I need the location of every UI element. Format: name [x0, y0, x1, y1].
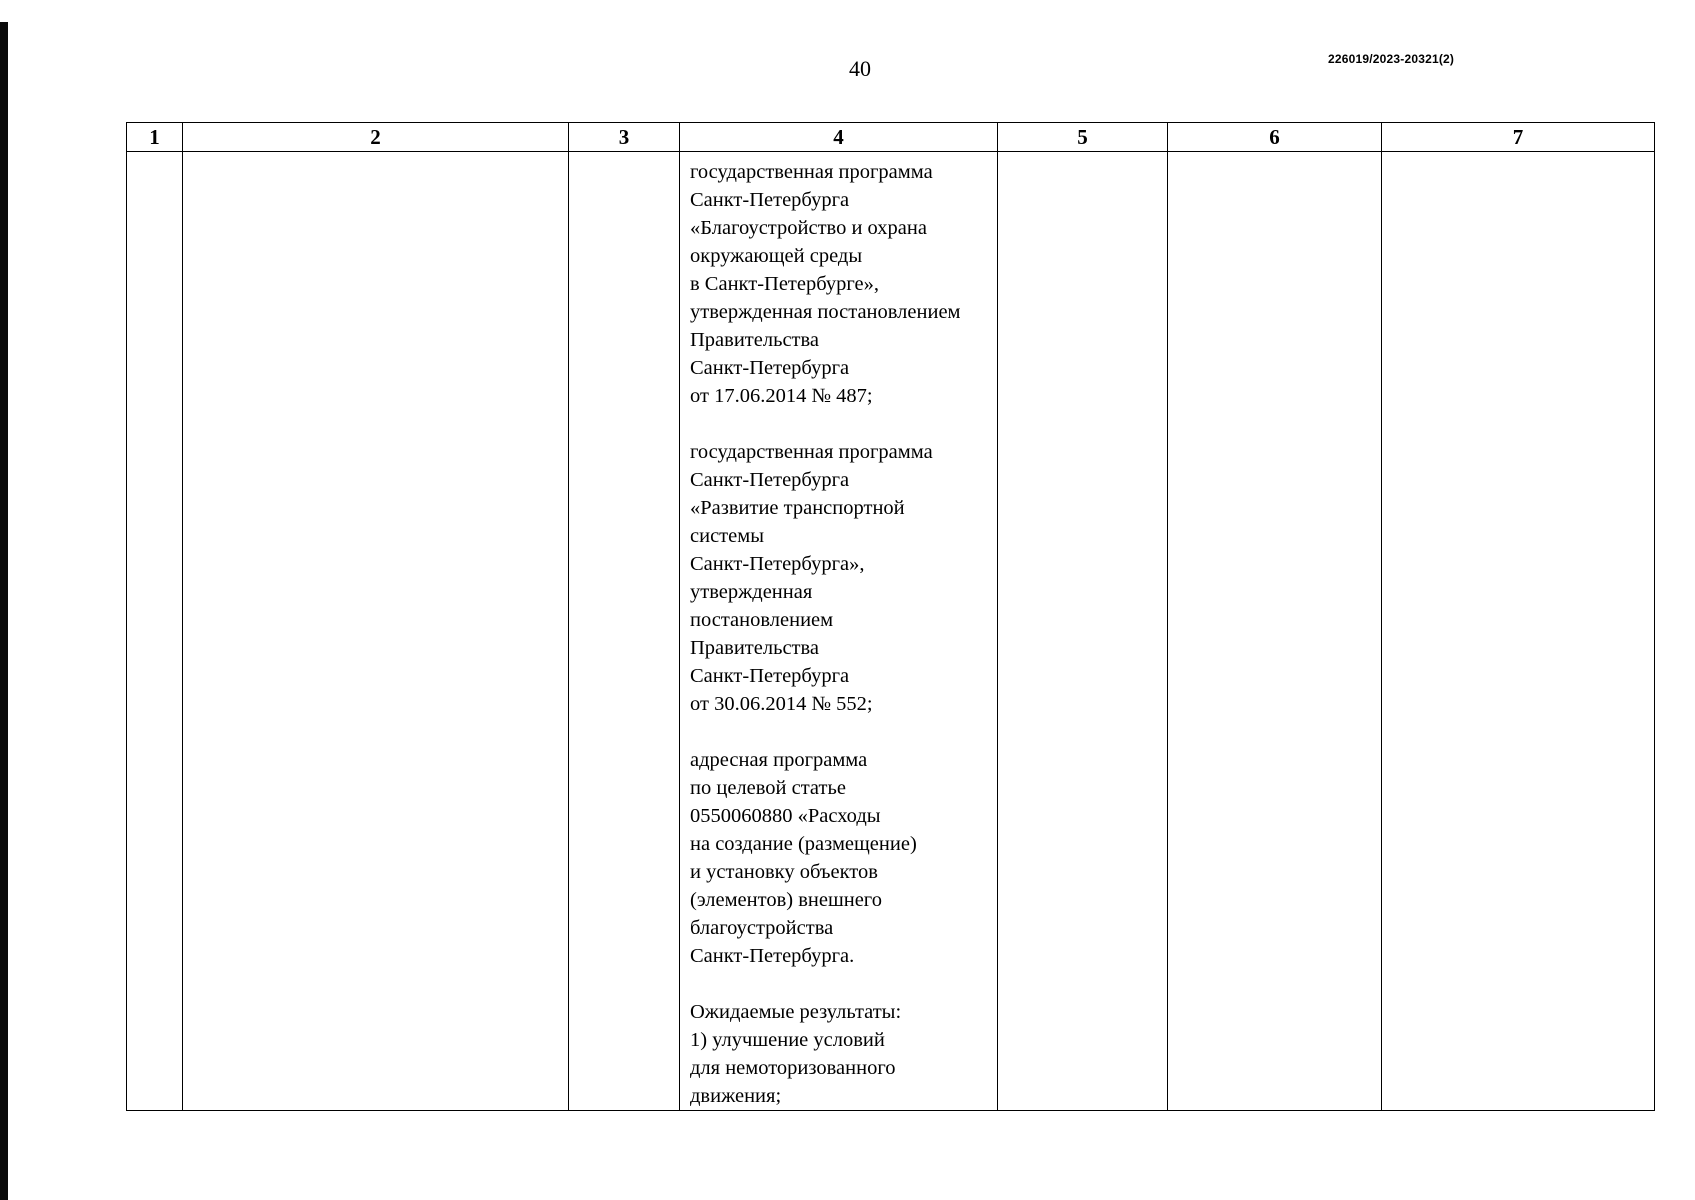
- column-header-5: 5: [998, 123, 1168, 152]
- column-header-3: 3: [569, 123, 680, 152]
- header-row: [127, 123, 1655, 152]
- paragraph: [690, 438, 993, 718]
- column-header-1: 1: [127, 123, 183, 152]
- column-header-7: 7: [1382, 123, 1655, 152]
- column-header-2: 2: [183, 123, 569, 152]
- column-header-4: 4: [680, 123, 998, 152]
- text-line: государственная программа: [690, 441, 933, 463]
- cell-col-5: [998, 152, 1168, 1111]
- text-line: системы: [690, 525, 764, 547]
- text-line: Санкт-Петербурга.: [690, 945, 855, 967]
- document-table: [126, 122, 1655, 1111]
- text-line: Санкт-Петербурга»,: [690, 553, 865, 575]
- cell-col-2: [183, 152, 569, 1111]
- text-line: Правительства: [690, 329, 820, 351]
- text-line: «Благоустройство и охрана: [690, 217, 927, 239]
- text-line: 0550060880 «Расходы: [690, 805, 881, 827]
- text-line: утвержденная: [690, 581, 813, 603]
- cell-col-7: [1382, 152, 1655, 1111]
- paragraph: [690, 158, 993, 410]
- text-line: Санкт-Петербурга: [690, 469, 850, 491]
- text-line: в Санкт-Петербурге»,: [690, 273, 879, 295]
- text-line: и установку объектов: [690, 861, 878, 883]
- cell-col-1: [127, 152, 183, 1111]
- text-line: постановлением: [690, 609, 834, 631]
- cell-col-3: [569, 152, 680, 1111]
- text-line: государственная программа: [690, 161, 933, 183]
- text-line: движения;: [690, 1085, 782, 1107]
- text-line: Санкт-Петербурга: [690, 357, 850, 379]
- text-line: 1) улучшение условий: [690, 1029, 885, 1051]
- scan-edge: [0, 22, 8, 1200]
- table-row: [127, 152, 1655, 1111]
- paragraph: [690, 746, 993, 970]
- text-line: Санкт-Петербурга: [690, 189, 850, 211]
- column-header-6: 6: [1168, 123, 1382, 152]
- text-line: Санкт-Петербурга: [690, 665, 850, 687]
- text-line: благоустройства: [690, 917, 834, 939]
- cell-col-4: [680, 152, 998, 1111]
- text-line: на создание (размещение): [690, 833, 917, 855]
- text-line: по целевой статье: [690, 777, 846, 799]
- text-line: окружающей среды: [690, 245, 863, 267]
- text-line: (элементов) внешнего: [690, 889, 882, 911]
- text-line: от 30.06.2014 № 552;: [690, 693, 873, 715]
- column-4-content: [680, 152, 997, 1110]
- text-line: адресная программа: [690, 749, 868, 771]
- page-number: 40: [849, 56, 871, 81]
- paragraph: [690, 998, 993, 1110]
- text-line: Правительства: [690, 637, 820, 659]
- text-line: для немоторизованного: [690, 1057, 896, 1079]
- document-id: 226019/2023-20321(2): [1328, 52, 1455, 66]
- text-line: утвержденная постановлением: [690, 301, 961, 323]
- text-line: от 17.06.2014 № 487;: [690, 385, 873, 407]
- text-line: Ожидаемые результаты:: [690, 1001, 902, 1023]
- cell-col-6: [1168, 152, 1382, 1111]
- text-line: «Развитие транспортной: [690, 497, 905, 519]
